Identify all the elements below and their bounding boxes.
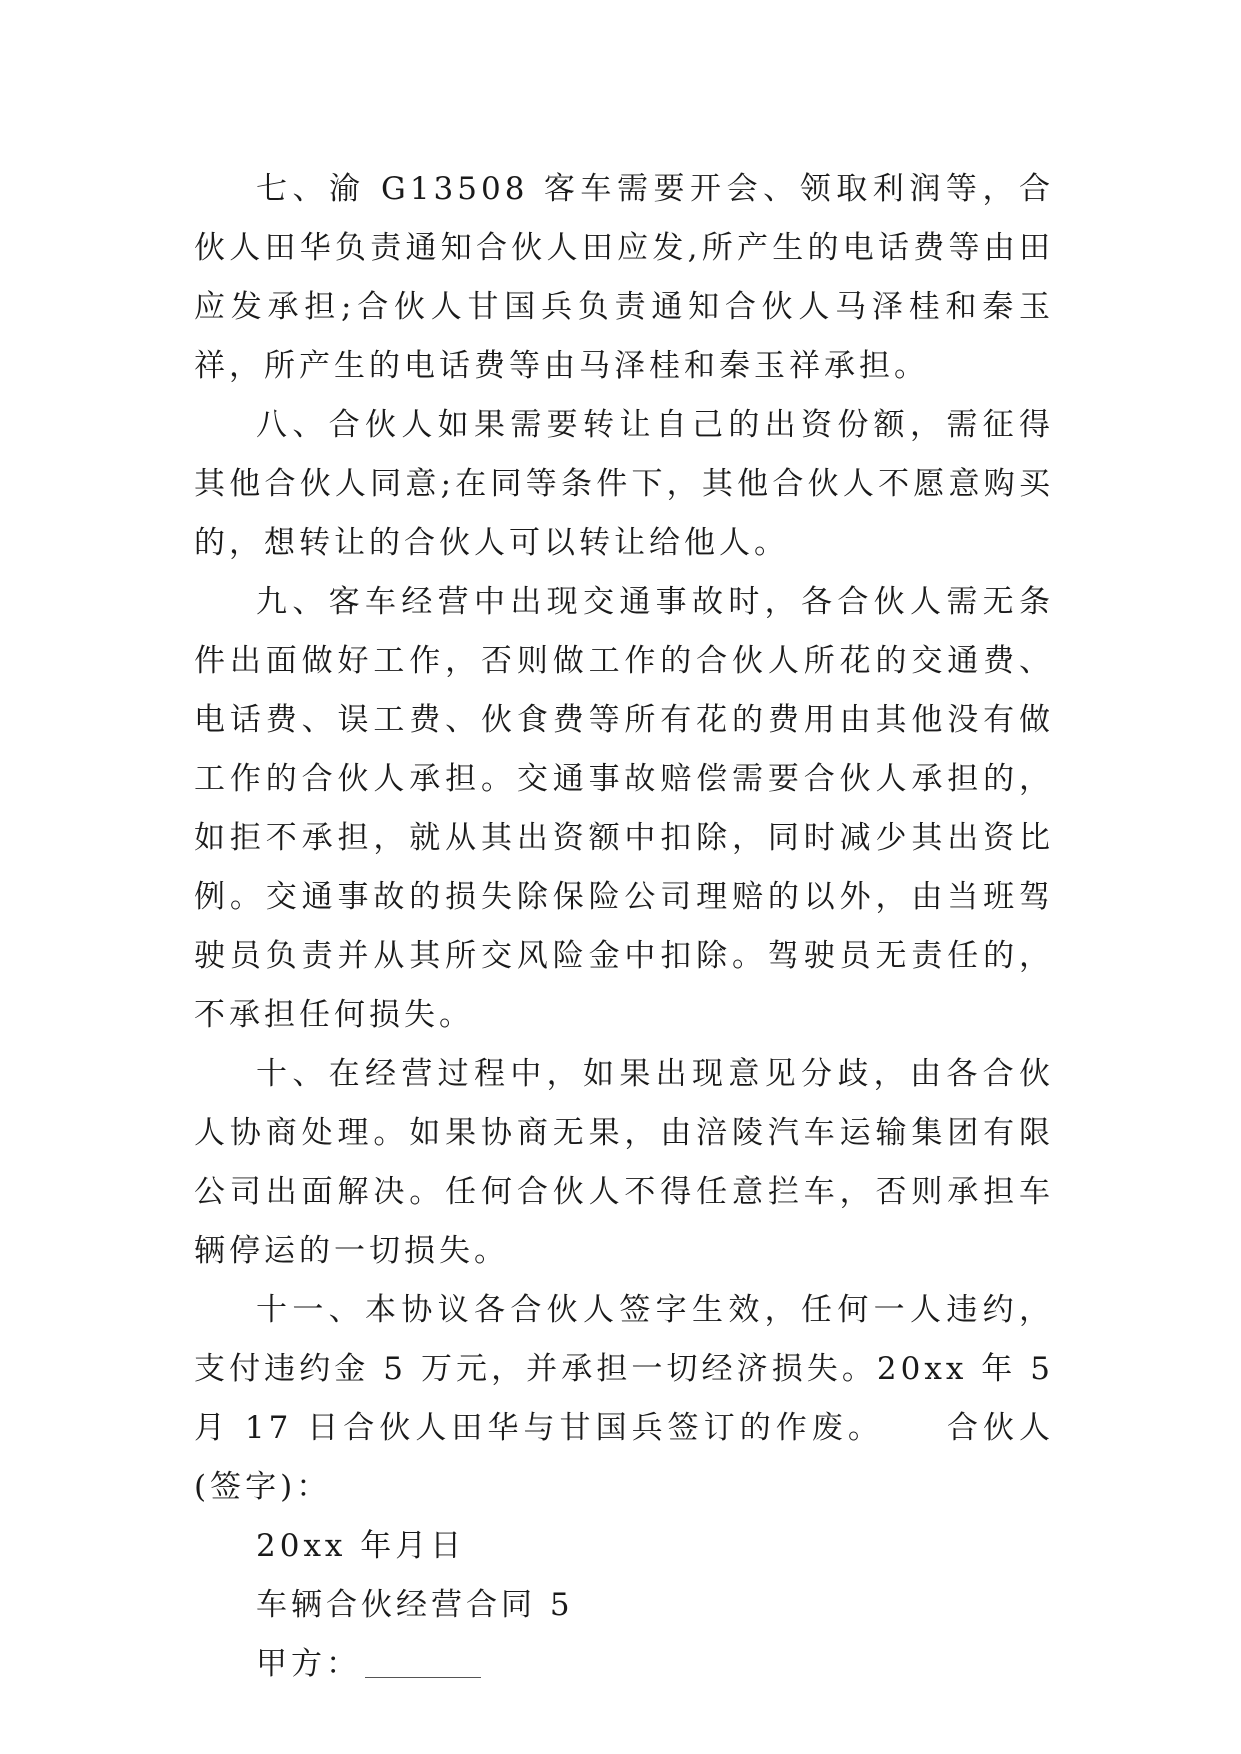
document-body [194,160,1054,1694]
clause-11-text: 十一、本协议各合伙人签字生效，任何一人违约，支付违约金 5 万元，并承担一切经济损失。20xx 年 5 月 17 日合伙人田华与甘国兵签订的作废。 [194,1292,1054,1446]
clause-9: 九、客车经营中出现交通事故时，各合伙人需无条件出面做好工作，否则做工作的合伙人所花的交通费、电话费、误工费、伙食费等所有花的费用由其他没有做工作的合伙人承担。交通事故赔偿需要合伙人承担的，如拒不承担，就从其出资额中扣除，同时减少其出资比例。交通事故的损失除保险公司理赔的以外，由当班驾驶员负责并从其所交风险金中扣除。驾驶员无责任的，不承担任何损失。 [194,584,1054,1033]
next-contract-title: 车辆合伙经营合同 5 [256,1587,574,1623]
clause-10: 十、在经营过程中，如果出现意见分歧，由各合伙人协商处理。如果协商无果，由涪陵汽车运输集团有限公司出面解决。任何合伙人不得任意拦车，否则承担车辆停运的一切损失。 [194,1056,1054,1269]
party-a-blank [365,1647,481,1678]
party-a-line [194,1635,1054,1694]
clause-11 [194,1281,1054,1517]
clause-8: 八、合伙人如果需要转让自己的出资份额，需征得其他合伙人同意;在同等条件下，其他合伙人不愿意购买的，想转让的合伙人可以转让给他人。 [194,407,1054,561]
party-a-label: 甲方： [256,1646,361,1682]
signature-label: 合伙人(签字)： [194,1410,1055,1505]
clause-7: 七、渝 G13508 客车需要开会、领取利润等，合伙人田华负责通知合伙人田应发,所产生的电话费等由田应发承担;合伙人甘国兵负责通知合伙人马泽桂和秦玉祥，所产生的电话费等由马泽桂和秦玉祥承担。 [194,171,1054,384]
date-line: 20xx 年月日 [256,1528,466,1564]
